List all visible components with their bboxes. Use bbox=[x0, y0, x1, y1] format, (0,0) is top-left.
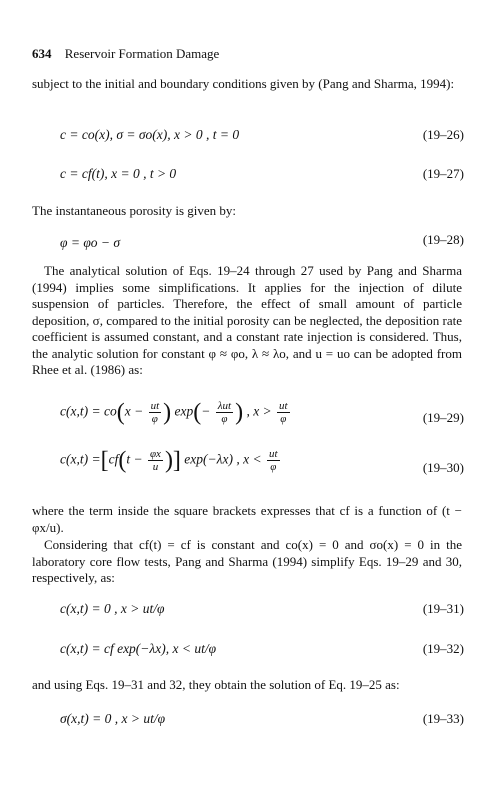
equation-number-19-30: (19–30) bbox=[422, 460, 464, 475]
equation-number-19-26: (19–26) bbox=[422, 127, 464, 142]
running-title: Reservoir Formation Damage bbox=[64, 46, 220, 61]
equation-19-32: c(x,t) = cf exp(−λx), x < ut/φ bbox=[60, 641, 217, 656]
running-header bbox=[32, 46, 219, 62]
equation-19-31: c(x,t) = 0 , x > ut/φ bbox=[60, 601, 165, 616]
equation-number-19-28: (19–28) bbox=[422, 232, 464, 247]
paragraph-intro: subject to the initial and boundary conditions given by (Pang and Sharma, 1994): bbox=[32, 76, 455, 91]
paragraph-analytical-solution: The analytical solution of Eqs. 19–24 through 27 used by Pang and Sharma (1994) implies some simplifications. It applies for the injection of dilute suspension of particles. Therefore, the effect of small amount of particle deposition, σ, compared to the initial porosity can be neglected, the deposition rate coefficient is assumed constant, and a constant rate injection is considered. Thus, the analytic solution for constant φ ≈ φo, λ ≈ λo, and u = uo can be adopted from Rhee et al. (1986) as: bbox=[32, 263, 462, 377]
paragraph-square-brackets: where the term inside the square brackets expresses that cf is a function of (t − φx/u). bbox=[32, 503, 462, 535]
equation-19-30: c(x,t) =[cf(t − $\frac{\varphi x}{u}$ )] exp(−λx) , x < $\frac{ut}{\varphi}$ bbox=[60, 447, 278, 474]
equation-number-19-32: (19–32) bbox=[422, 641, 464, 656]
equation-19-26: c = co(x), σ = σo(x), x > 0 , t = 0 bbox=[60, 127, 240, 142]
paragraph-using-eqs: and using Eqs. 19–31 and 32, they obtain the solution of Eq. 19–25 as: bbox=[32, 677, 400, 692]
equation-number-19-31: (19–31) bbox=[422, 601, 464, 616]
paragraph-considering: Considering that cf(t) = cf is constant and co(x) = 0 and σo(x) = 0 in the laboratory core flow tests, Pang and Sharma (1994) simplify Eqs. 19–29 and 30, respectively, as: bbox=[32, 537, 462, 585]
equation-19-33: σ(x,t) = 0 , x > ut/φ bbox=[60, 711, 166, 726]
paragraph-porosity: The instantaneous porosity is given by: bbox=[32, 203, 237, 218]
page-number: 634 bbox=[32, 46, 52, 61]
equation-number-19-27: (19–27) bbox=[422, 166, 464, 181]
equation-19-29: c(x,t) = co(x − $\frac{ut}{\varphi}$ ) exp(− $\frac{\text{λut}}{\varphi}$ ) , x > $\frac{ut}{\varphi}$ bbox=[60, 399, 288, 426]
equation-19-28: φ = φo − σ bbox=[60, 235, 121, 250]
equation-19-27: c = cf(t), x = 0 , t > 0 bbox=[60, 166, 177, 181]
equation-number-19-33: (19–33) bbox=[422, 711, 464, 726]
equation-number-19-29: (19–29) bbox=[422, 410, 464, 425]
